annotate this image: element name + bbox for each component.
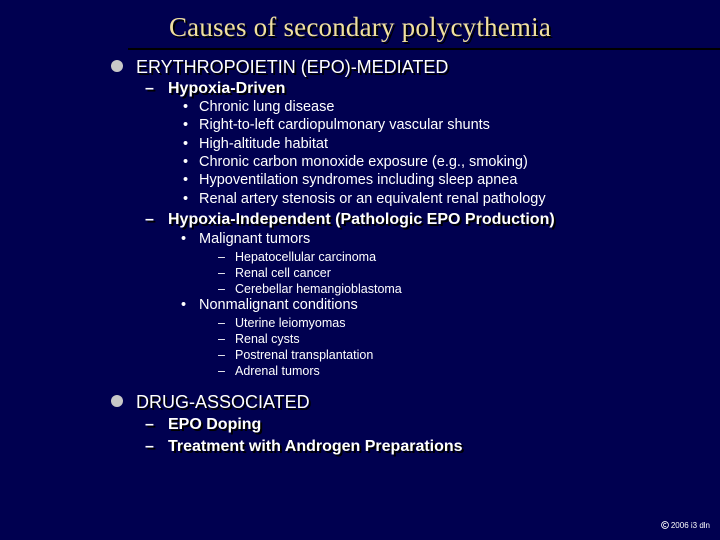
subsection-heading: EPO Doping [168, 416, 262, 433]
bullet-dot: • [181, 231, 187, 247]
dash-marker: – [218, 364, 225, 378]
bullet-dot: • [183, 191, 189, 207]
bullet-dot: • [183, 117, 189, 133]
section-heading: DRUG-ASSOCIATED [136, 392, 310, 412]
list-item-text: Chronic lung disease [199, 99, 335, 115]
dash-marker: – [145, 211, 154, 228]
dash-marker: – [218, 250, 225, 264]
dash-marker: – [218, 282, 225, 296]
list-item-text: Renal cell cancer [235, 266, 331, 280]
list-item-text: Renal cysts [235, 332, 300, 346]
section-heading: ERYTHROPOIETIN (EPO)-MEDIATED [136, 57, 449, 77]
bullet-dot: • [183, 136, 189, 152]
dash-marker: – [218, 266, 225, 280]
subsection-heading: Hypoxia-Independent (Pathologic EPO Production) [168, 211, 555, 228]
bullet-circle-icon [110, 394, 124, 408]
subsection-heading: Treatment with Androgen Preparations [168, 438, 463, 455]
copyright-icon [661, 521, 669, 529]
list-item-text: Renal artery stenosis or an equivalent renal pathology [199, 191, 546, 207]
list-item-text: Cerebellar hemangioblastoma [235, 282, 402, 296]
footer-copyright [661, 521, 710, 530]
list-item-text: High-altitude habitat [199, 136, 328, 152]
title-divider [128, 48, 720, 50]
list-item-text: Chronic carbon monoxide exposure (e.g., smoking) [199, 154, 528, 170]
bullet-dot: • [181, 297, 187, 313]
list-item-text: Uterine leiomyomas [235, 316, 346, 330]
bullet-dot: • [183, 154, 189, 170]
list-item-text: Right-to-left cardiopulmonary vascular shunts [199, 117, 490, 133]
dash-marker: – [218, 316, 225, 330]
dash-marker: – [218, 348, 225, 362]
bullet-circle-icon [110, 59, 124, 73]
bullet-dot: • [183, 172, 189, 188]
list-item-text: Hypoventilation syndromes including sleep apnea [199, 172, 518, 188]
list-item-text: Postrenal transplantation [235, 348, 374, 362]
bullet-dot: • [183, 99, 189, 115]
footer-text: 2006 i3 dln [670, 521, 710, 530]
dash-marker: – [145, 80, 154, 97]
group-heading: Nonmalignant conditions [199, 297, 358, 313]
dash-marker: – [145, 438, 154, 455]
dash-marker: – [218, 332, 225, 346]
list-item-text: Adrenal tumors [235, 364, 320, 378]
list-item-text: Hepatocellular carcinoma [235, 250, 377, 264]
subsection-heading: Hypoxia-Driven [168, 80, 286, 97]
dash-marker: – [145, 416, 154, 433]
slide-title: Causes of secondary polycythemia [168, 12, 552, 42]
group-heading: Malignant tumors [199, 231, 311, 247]
